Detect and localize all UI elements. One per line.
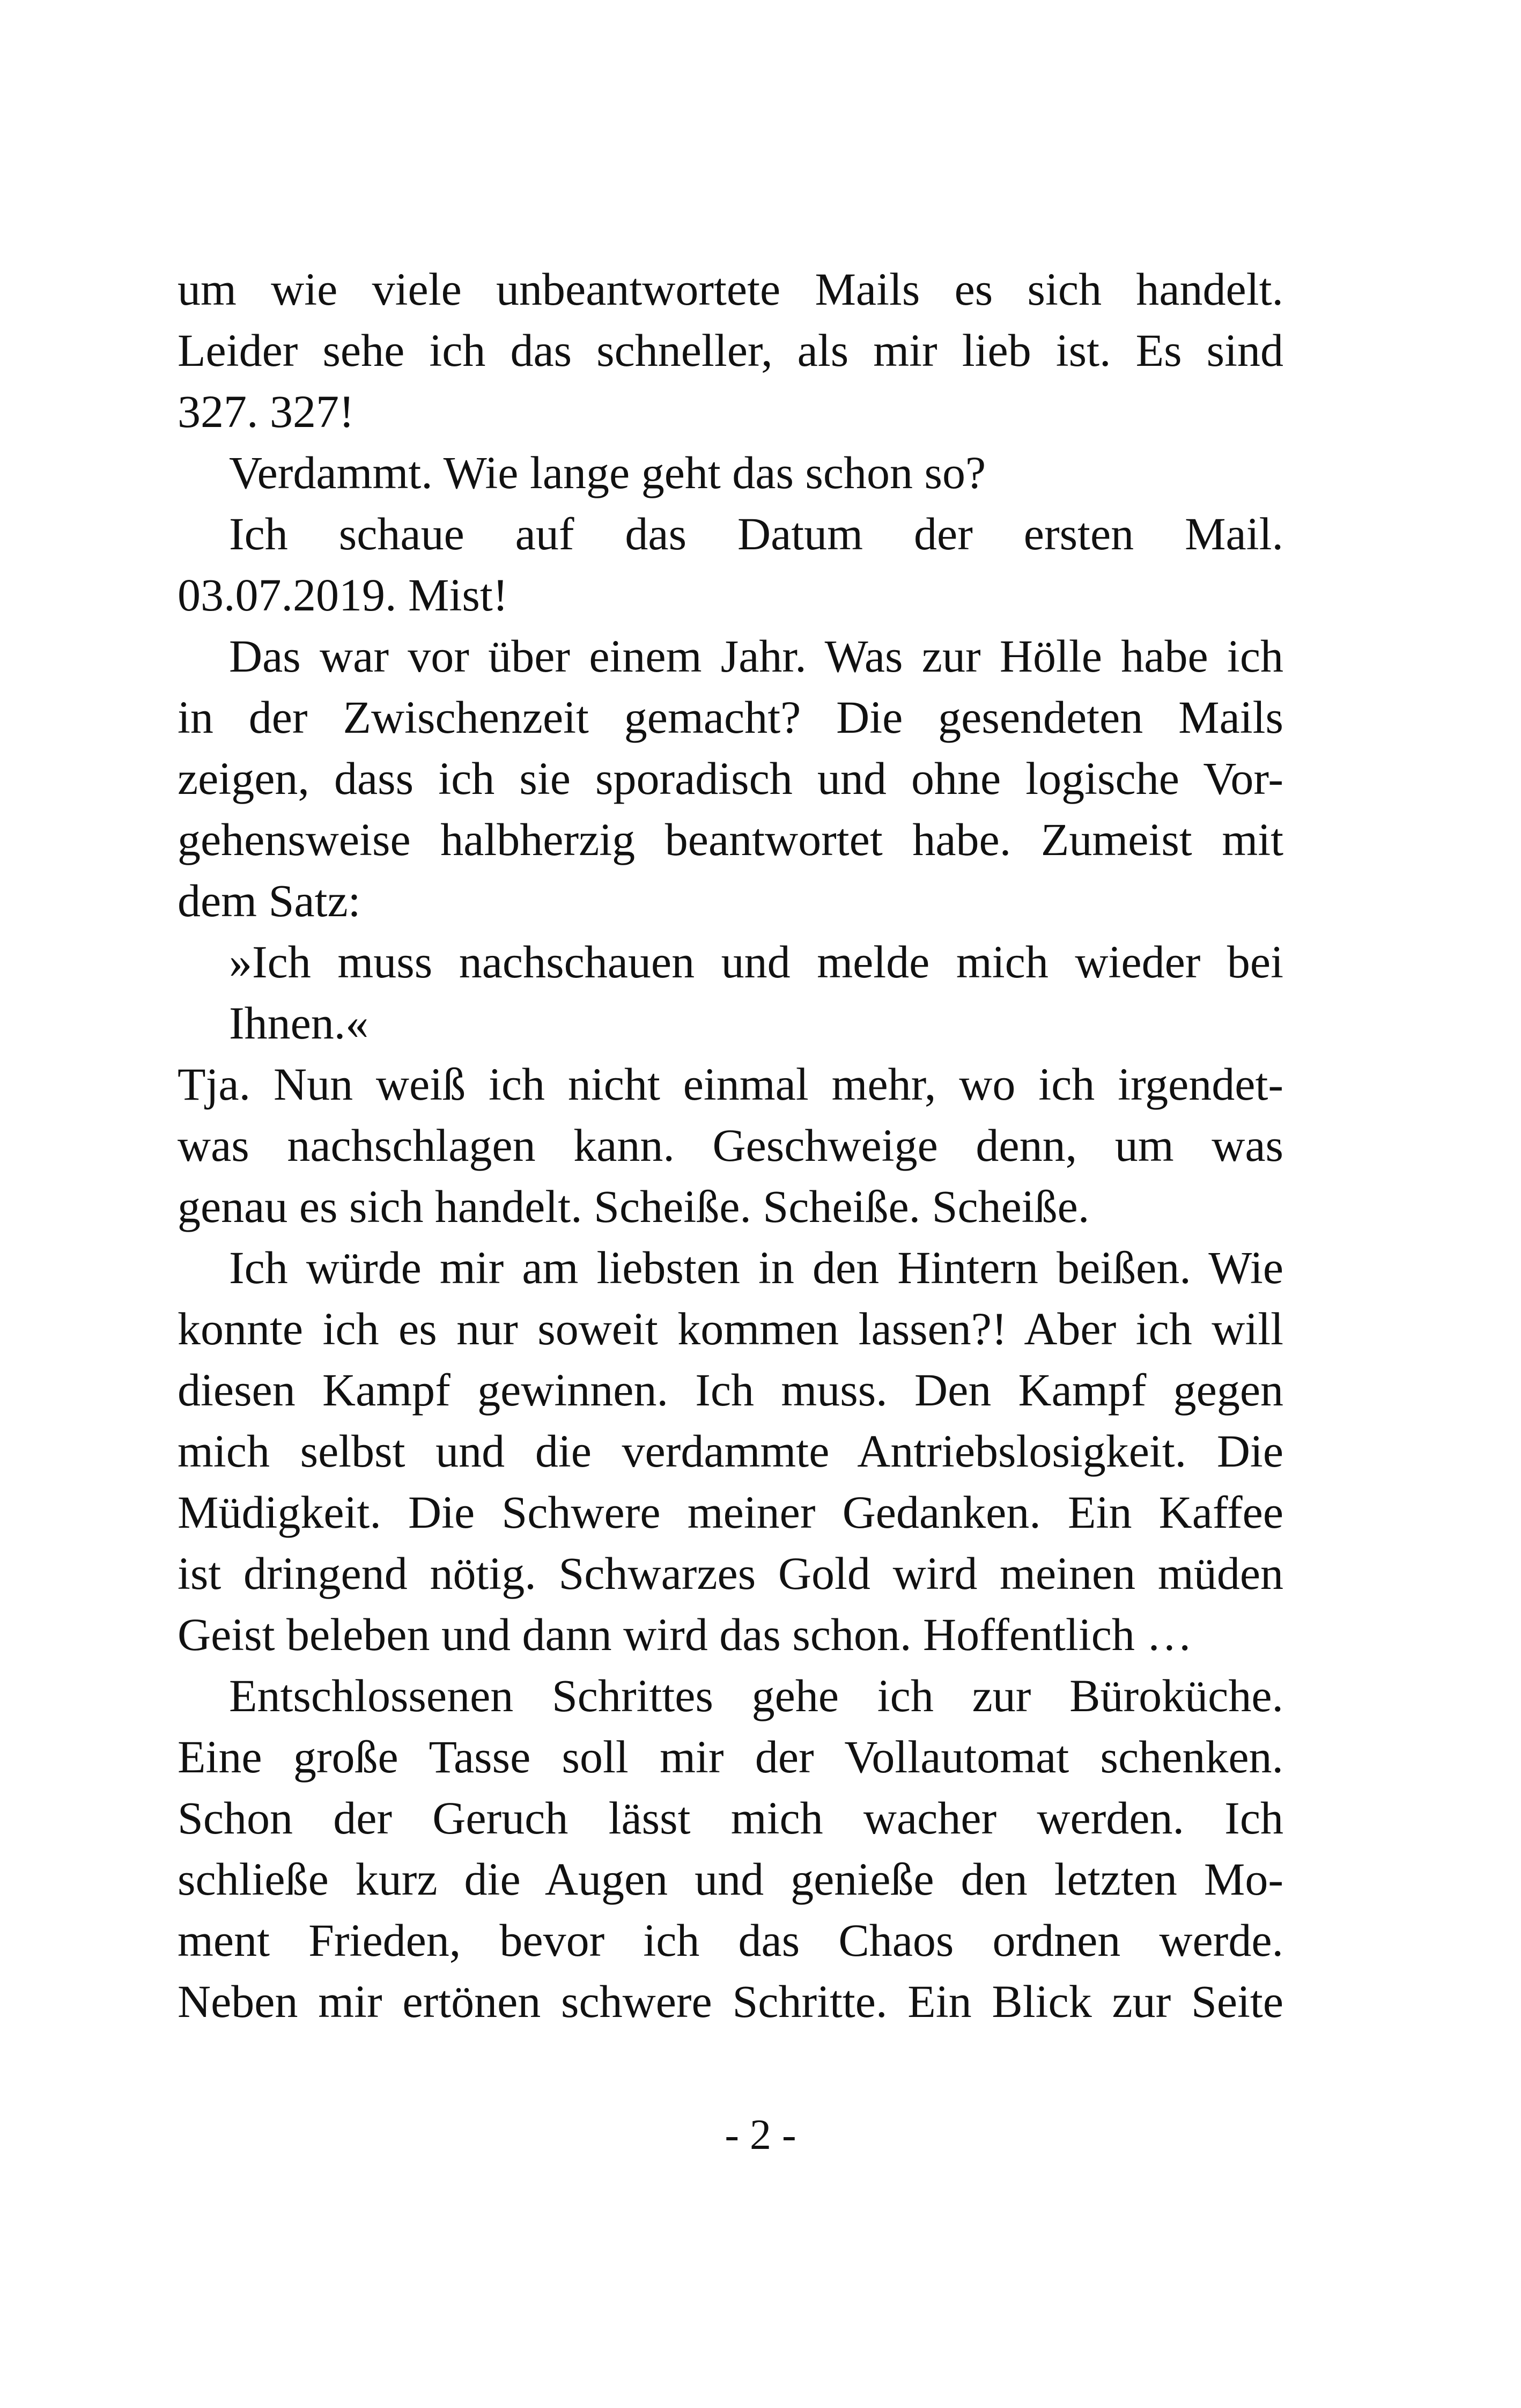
text-line: Ich schaue auf das Datum der ersten Mail. bbox=[229, 508, 1283, 559]
text-line: 03.07.2019. Mist! bbox=[178, 569, 508, 621]
text-line: in der Zwischenzeit gemacht? Die gesendeten Mails bbox=[178, 691, 1283, 743]
text-line: »Ich muss nachschauen und melde mich wieder bei bbox=[229, 936, 1283, 988]
text-line: Ich würde mir am liebsten in den Hintern beißen. Wie bbox=[229, 1242, 1283, 1293]
text-line: konnte ich es nur soweit kommen lassen?! Aber ich will bbox=[178, 1303, 1283, 1354]
text-line: Tja. Nun weiß ich nicht einmal mehr, wo ich irgendet- bbox=[178, 1058, 1283, 1110]
text-line: Das war vor über einem Jahr. Was zur Hölle habe ich bbox=[229, 630, 1283, 682]
text-line: Verdammt. Wie lange geht das schon so? bbox=[229, 447, 986, 498]
text-line: Müdigkeit. Die Schwere meiner Gedanken. Ein Kaffee bbox=[178, 1486, 1283, 1538]
text-line: Geist beleben und dann wird das schon. Hoffentlich … bbox=[178, 1609, 1193, 1660]
text-line: genau es sich handelt. Scheiße. Scheiße. Scheiße. bbox=[178, 1181, 1090, 1232]
body-text bbox=[178, 259, 1283, 2032]
text-line: Schon der Geruch lässt mich wacher werden. Ich bbox=[178, 1792, 1283, 1844]
text-line: dem Satz: bbox=[178, 875, 361, 926]
text-line: Neben mir ertönen schwere Schritte. Ein Blick zur Seite bbox=[178, 1976, 1283, 2027]
text-line: diesen Kampf gewinnen. Ich muss. Den Kampf gegen bbox=[178, 1364, 1283, 1416]
text-line: Leider sehe ich das schneller, als mir lieb ist. Es sind bbox=[178, 325, 1283, 376]
text-line: zeigen, dass ich sie sporadisch und ohne logische Vor- bbox=[178, 753, 1283, 804]
text-line: um wie viele unbeantwortete Mails es sich handelt. bbox=[178, 263, 1283, 315]
text-line: Ihnen.« bbox=[229, 997, 369, 1049]
text-line: schließe kurz die Augen und genieße den letzten Mo- bbox=[178, 1853, 1283, 1905]
text-line: was nachschlagen kann. Geschweige denn, um was bbox=[178, 1120, 1283, 1171]
text-line: Entschlossenen Schrittes gehe ich zur Büroküche. bbox=[229, 1670, 1283, 1721]
text-line: ment Frieden, bevor ich das Chaos ordnen werde. bbox=[178, 1914, 1283, 1966]
page-number: - 2 - bbox=[725, 2111, 796, 2159]
text-line: mich selbst und die verdammte Antriebslosigkeit. Die bbox=[178, 1425, 1283, 1477]
text-line: ist dringend nötig. Schwarzes Gold wird meinen müden bbox=[178, 1548, 1283, 1599]
text-line: Eine große Tasse soll mir der Vollautomat schenken. bbox=[178, 1731, 1283, 1783]
text-line: 327. 327! bbox=[178, 386, 355, 437]
text-line: gehensweise halbherzig beantwortet habe. Zumeist mit bbox=[178, 814, 1283, 865]
